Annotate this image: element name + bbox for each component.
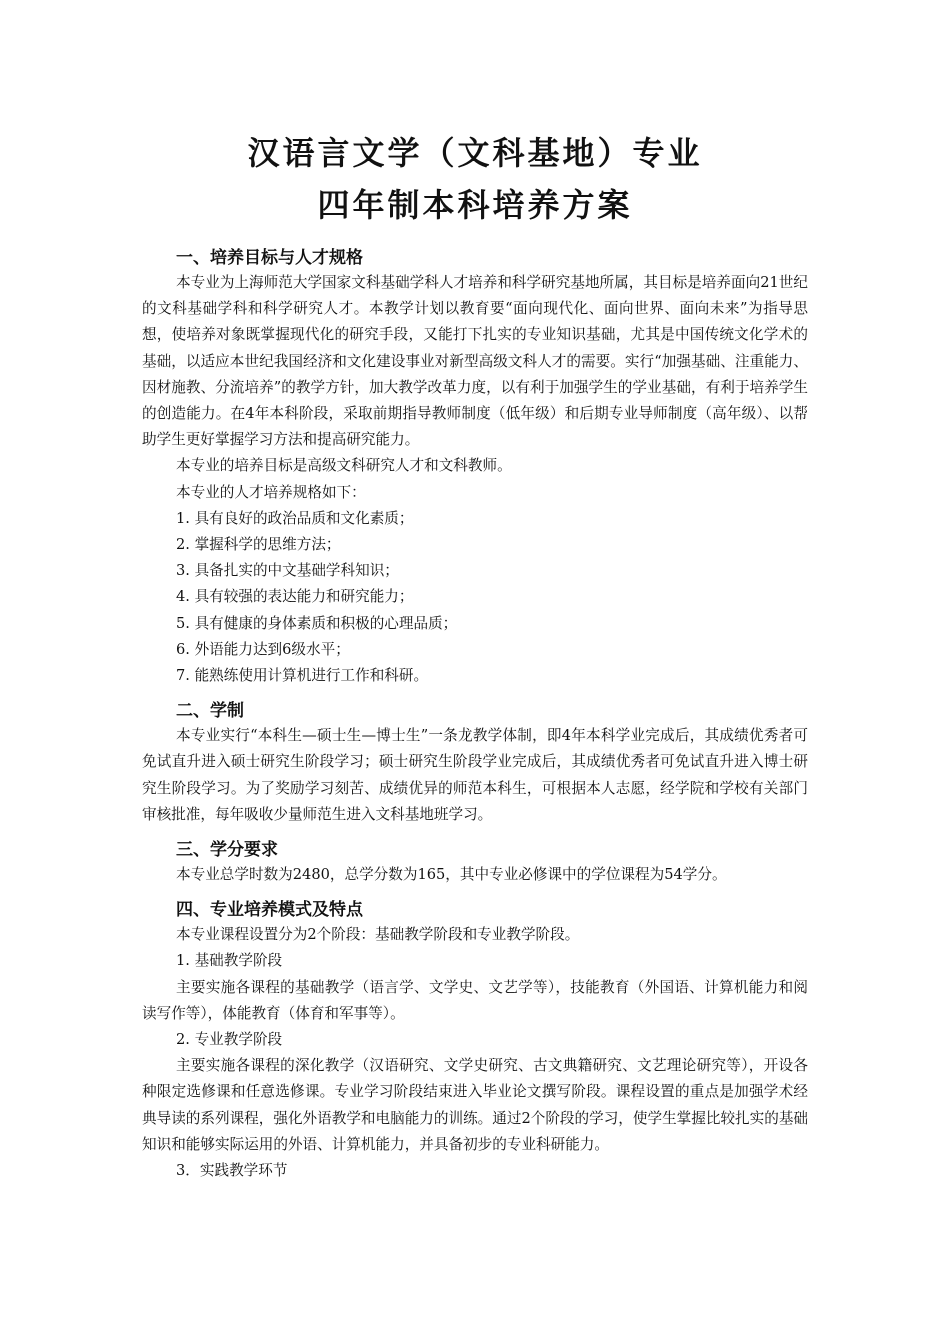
section-3-paragraph-1: 本专业总学时数为2480，总学分数为165，其中专业必修课中的学位课程为54学分。 [176,866,727,884]
document-body [142,246,808,1184]
list-item: 4. 具有较强的表达能力和研究能力； [176,588,414,606]
list-item: 3. 具备扎实的中文基础学科知识； [176,562,399,580]
section-4-paragraph-1: 本专业课程设置分为2个阶段：基础教学阶段和专业教学阶段。 [176,926,580,944]
list-item: 6. 外语能力达到6级水平； [176,640,350,658]
list-item: 1. 具有良好的政治品质和文化素质； [176,509,414,527]
list-item: 5. 具有健康的身体素质和积极的心理品质； [176,614,458,632]
section-1-heading: 一、培养目标与人才规格 [176,248,363,268]
subsection-1-title: 1. 基础教学阶段 [176,952,283,970]
section-4-heading: 四、专业培养模式及特点 [176,900,363,921]
list-item: 7. 能熟练使用计算机进行工作和科研。 [176,667,429,685]
document-title-line-1: 汉语言文学（文科基地）专业 [247,134,703,172]
subsection-3-title: 3．实践教学环节 [176,1162,288,1180]
section-1-paragraph-3: 本专业的人才培养规格如下： [176,483,366,501]
section-2-heading: 二、学制 [176,701,244,722]
section-1-paragraph-1: 本专业为上海师范大学国家文科基础学科人才培养和科学研究基地所属，其目标是培养面向21世纪的文科基础学科和科学研究人才。本教学计划以教育要“面向现代化、面向世界、面向未来”为指导思想，使培养对象既掌握现代化的研究手段，又能打下扎实的专业知识基础，尤其是中国传统文化学术的基础，以适应本世纪我国经济和文化建设事业对新型高级文科人才的需要。实行“加强基础、注重能力、因材施教、分流培养”的教学方针，加大教学改革力度，以有利于加强学生的学业基础，有利于培养学生的创造能力。在4年本科阶段，采取前期指导教师制度（低年级）和后期专业导师制度（高年级）、以帮助学生更好掌握学习方法和提高研究能力。 [142,274,808,449]
subsection-1-text: 主要实施各课程的基础教学（语言学、文学史、文艺学等），技能教育（外国语、计算机能力和阅读写作等），体能教育（体育和军事等）。 [142,978,808,1022]
subsection-2-title: 2. 专业教学阶段 [176,1031,283,1049]
document-title-line-2: 四年制本科培养方案 [317,186,633,224]
section-3-heading: 三、学分要求 [176,840,278,861]
section-2-paragraph-1: 本专业实行“本科生—硕士生—博士生”一条龙教学体制，即4年本科学业完成后，其成绩优秀者可免试直升进入硕士研究生阶段学习；硕士研究生阶段学业完成后，其成绩优秀者可免试直升进入博士研究生阶段学习。为了奖励学习刻苦、成绩优异的师范本科生，可根据本人志愿，经学院和学校有关部门审核批准，每年吸收少量师范生进入文科基地班学习。 [142,727,808,823]
section-1-paragraph-2: 本专业的培养目标是高级文科研究人才和文科教师。 [176,457,512,475]
subsection-2-text: 主要实施各课程的深化教学（汉语研究、文学史研究、古文典籍研究、文艺理论研究等），开设各种限定选修课和任意选修课。专业学习阶段结束进入毕业论文撰写阶段。课程设置的重点是加强学术经典导读的系列课程，强化外语教学和电脑能力的训练。通过2个阶段的学习，使学生掌握比较扎实的基础知识和能够实际运用的外语、计算机能力，并具备初步的专业科研能力。 [142,1057,809,1153]
list-item: 2. 掌握科学的思维方法； [176,536,341,554]
